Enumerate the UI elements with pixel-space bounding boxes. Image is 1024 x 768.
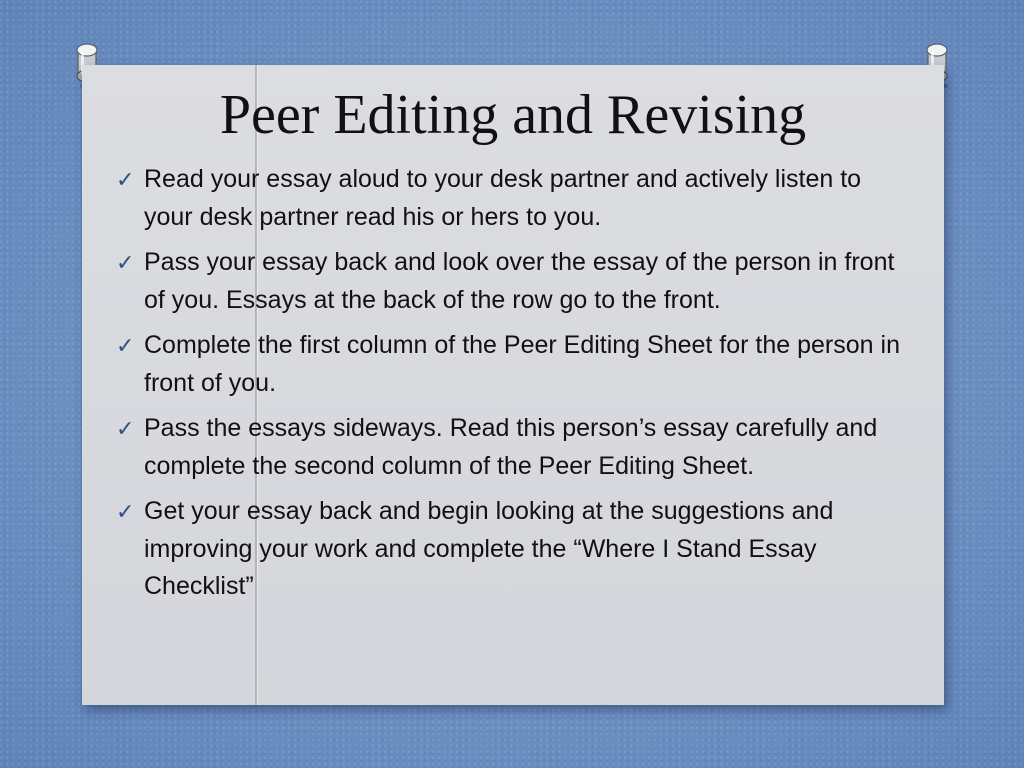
bullet-text: Read your essay aloud to your desk partner and actively listen to your desk partner read his or hers to you. [144, 165, 862, 231]
slide-title: Peer Editing and Revising [219, 84, 807, 146]
bullet-item [106, 161, 906, 236]
bullet-text: Complete the first column of the Peer Editing Sheet for the person in front of you. [144, 331, 900, 397]
slide-card [82, 65, 944, 705]
bullet-text: Get your essay back and begin looking at the suggestions and improving your work and complete the “Where I Stand Essay Checklist” [144, 497, 834, 600]
bullet-text: Pass your essay back and look over the essay of the person in front of you. Essays at the back of the row go to the front. [144, 248, 895, 314]
checkmark-icon: ✓ [116, 167, 135, 192]
bullet-item [106, 244, 906, 319]
checkmark-icon: ✓ [116, 416, 135, 441]
bullet-item [106, 410, 906, 485]
checkmark-icon: ✓ [116, 333, 135, 358]
bullet-list [106, 161, 906, 614]
bullet-item [106, 493, 906, 606]
bullet-text: Pass the essays sideways. Read this person’s essay carefully and complete the second column of the Peer Editing Sheet. [144, 414, 878, 480]
bullet-item [106, 327, 906, 402]
checkmark-icon: ✓ [116, 250, 135, 275]
checkmark-icon: ✓ [116, 499, 135, 524]
